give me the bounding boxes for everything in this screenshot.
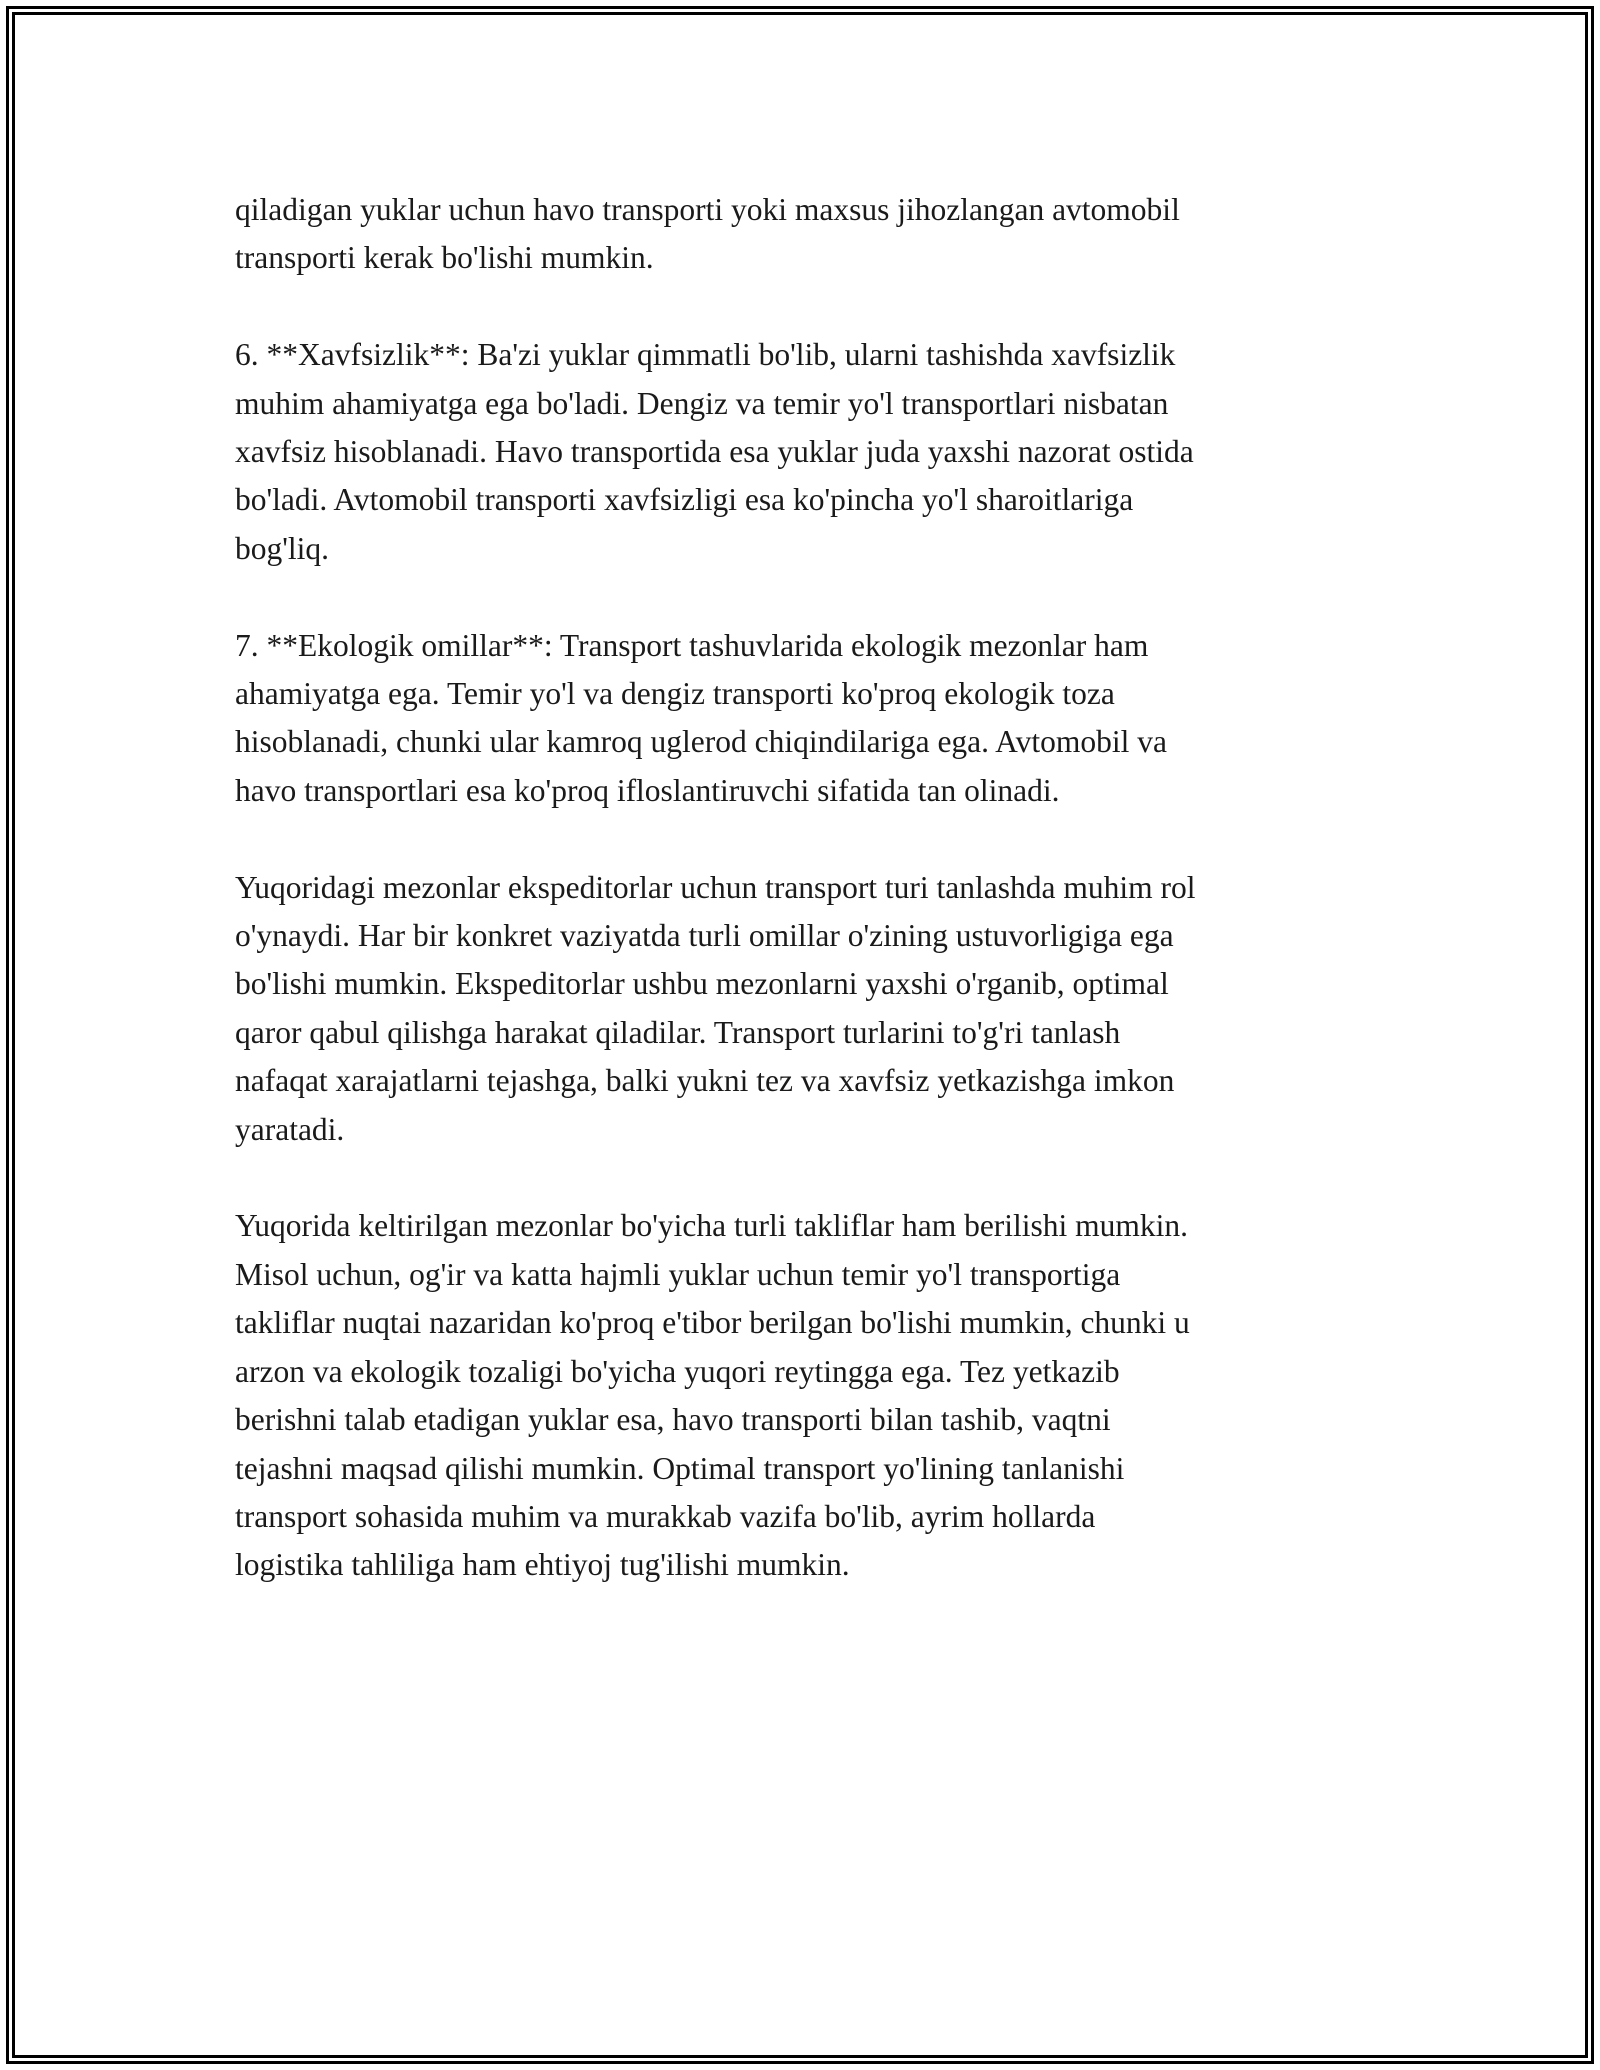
document-body [235,186,1375,1638]
paragraph-mezonlar-summary: Yuqoridagi mezonlar ekspeditorlar uchun transport turi tanlashda muhim rol o'ynaydi. Har bir konkret vaziyatda turli omillar o'zining ustuvorligiga ega bo'lishi mumkin. Ekspeditorlar ushbu mezonlarni yaxshi o'rganib, optimal qaror qabul qilishga harakat qiladilar. Transport turlarini to'g'ri tanlash nafaqat xarajatlarni tejashga, balki yukni tez va xavfsiz yetkazishga imkon yaratadi. [235,869,1196,1147]
paragraph-xavfsizlik: 6. **Xavfsizlik**: Ba'zi yuklar qimmatli bo'lib, ularni tashishda xavfsizlik muhim ahamiyatga ega bo'ladi. Dengiz va temir yo'l transportlari nisbatan xavfsiz hisoblanadi. Havo transportida esa yuklar juda yaxshi nazorat ostida bo'ladi. Avtomobil transporti xavfsizligi esa ko'pincha yo'l sharoitlariga bog'liq. [235,337,1194,566]
paragraph-ekologik-omillar: 7. **Ekologik omillar**: Transport tashuvlarida ekologik mezonlar ham ahamiyatga ega. Temir yo'l va dengiz transporti ko'proq ekologik toza hisoblanadi, chunki ular kamroq uglerod chiqindilariga ega. Avtomobil va havo transportlari esa ko'proq ifloslantiruvchi sifatida tan olinadi. [235,627,1167,808]
paragraph-continuation: qiladigan yuklar uchun havo transporti yoki maxsus jihozlangan avtomobil transporti kerak bo'lishi mumkin. [235,192,1180,276]
paragraph-takliflar: Yuqorida keltirilgan mezonlar bo'yicha turli takliflar ham berilishi mumkin. Misol uchun, og'ir va katta hajmli yuklar uchun temir yo'l transportiga takliflar nuqtai nazaridan ko'proq e'tibor berilgan bo'lishi mumkin, chunki u arzon va ekologik tozaligi bo'yicha yuqori reytingga ega. Tez yetkazib berishni talab etadigan yuklar esa, havo transporti bilan tashib, vaqtni tejashni maqsad qilishi mumkin. Optimal transport yo'lining tanlanishi transport sohasida muhim va murakkab vazifa bo'lib, ayrim hollarda logistika tahliliga ham ehtiyoj tug'ilishi mumkin. [235,1208,1190,1583]
